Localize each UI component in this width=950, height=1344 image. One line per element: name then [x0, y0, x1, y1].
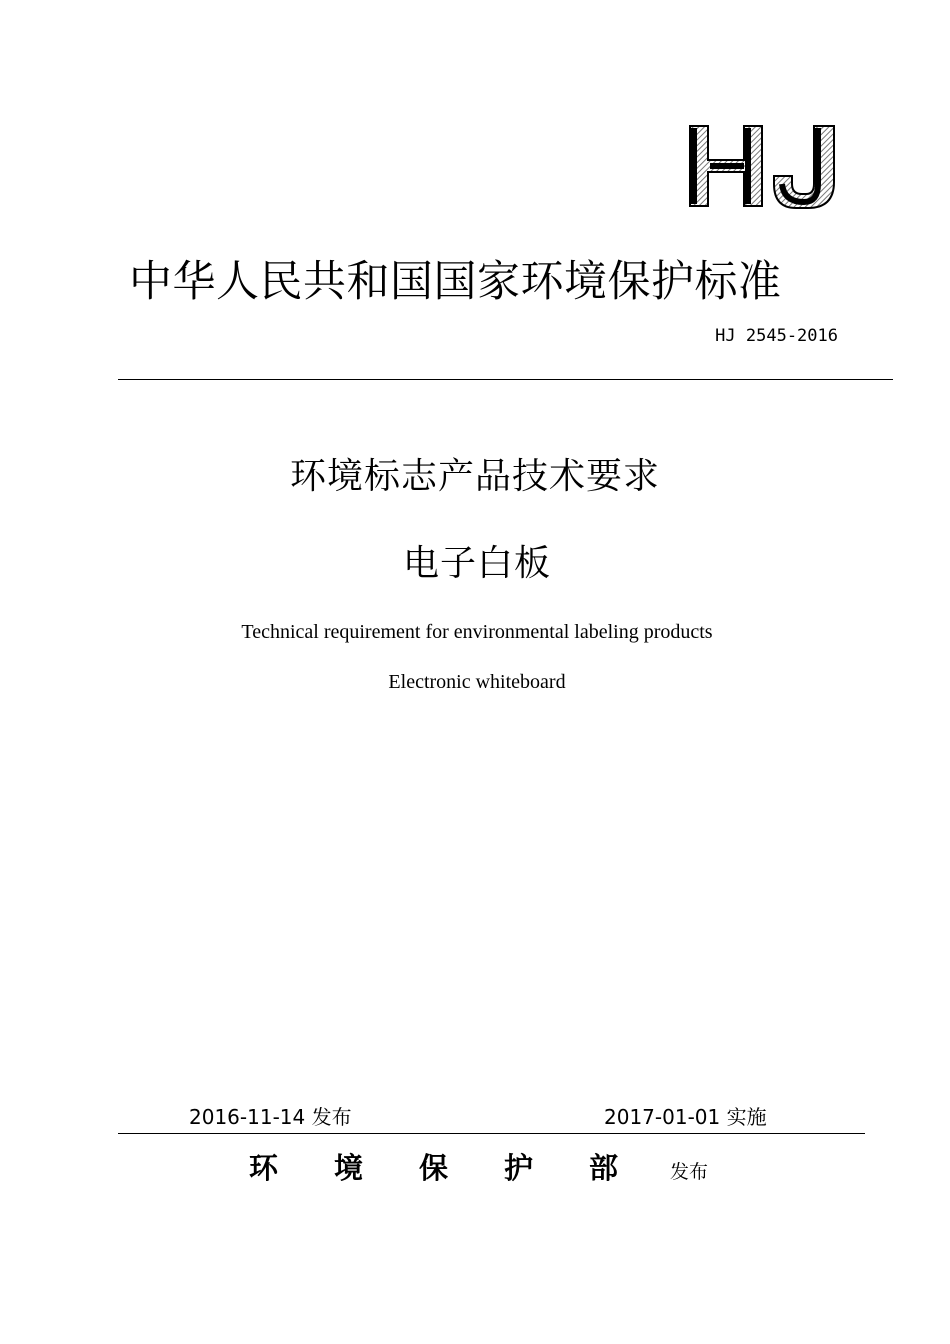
publisher-suffix: 发布	[670, 1161, 709, 1183]
footer-divider	[118, 1133, 865, 1134]
publisher	[249, 1146, 708, 1187]
publisher-char: 保	[419, 1151, 449, 1185]
publisher-char: 环	[249, 1151, 279, 1185]
hj-logo	[686, 122, 842, 212]
publisher-char: 境	[334, 1151, 364, 1185]
publisher-char: 部	[589, 1151, 619, 1185]
issue-date: 2016-11-14 发布	[189, 1105, 352, 1129]
implementation-date: 2017-01-01 实施	[604, 1105, 767, 1129]
publisher-char: 护	[504, 1151, 534, 1185]
document-title-en: Technical requirement for environmental labeling products	[241, 621, 713, 643]
header-divider	[118, 379, 893, 380]
document-title-zh: 环境标志产品技术要求	[289, 456, 660, 497]
national-standard-title: 中华人民共和国国家环境保护标准	[129, 257, 782, 307]
standard-number: HJ 2545-2016	[715, 326, 838, 346]
document-subtitle-en: Electronic whiteboard	[388, 671, 566, 693]
document-subtitle-zh: 电子白板	[402, 543, 551, 584]
